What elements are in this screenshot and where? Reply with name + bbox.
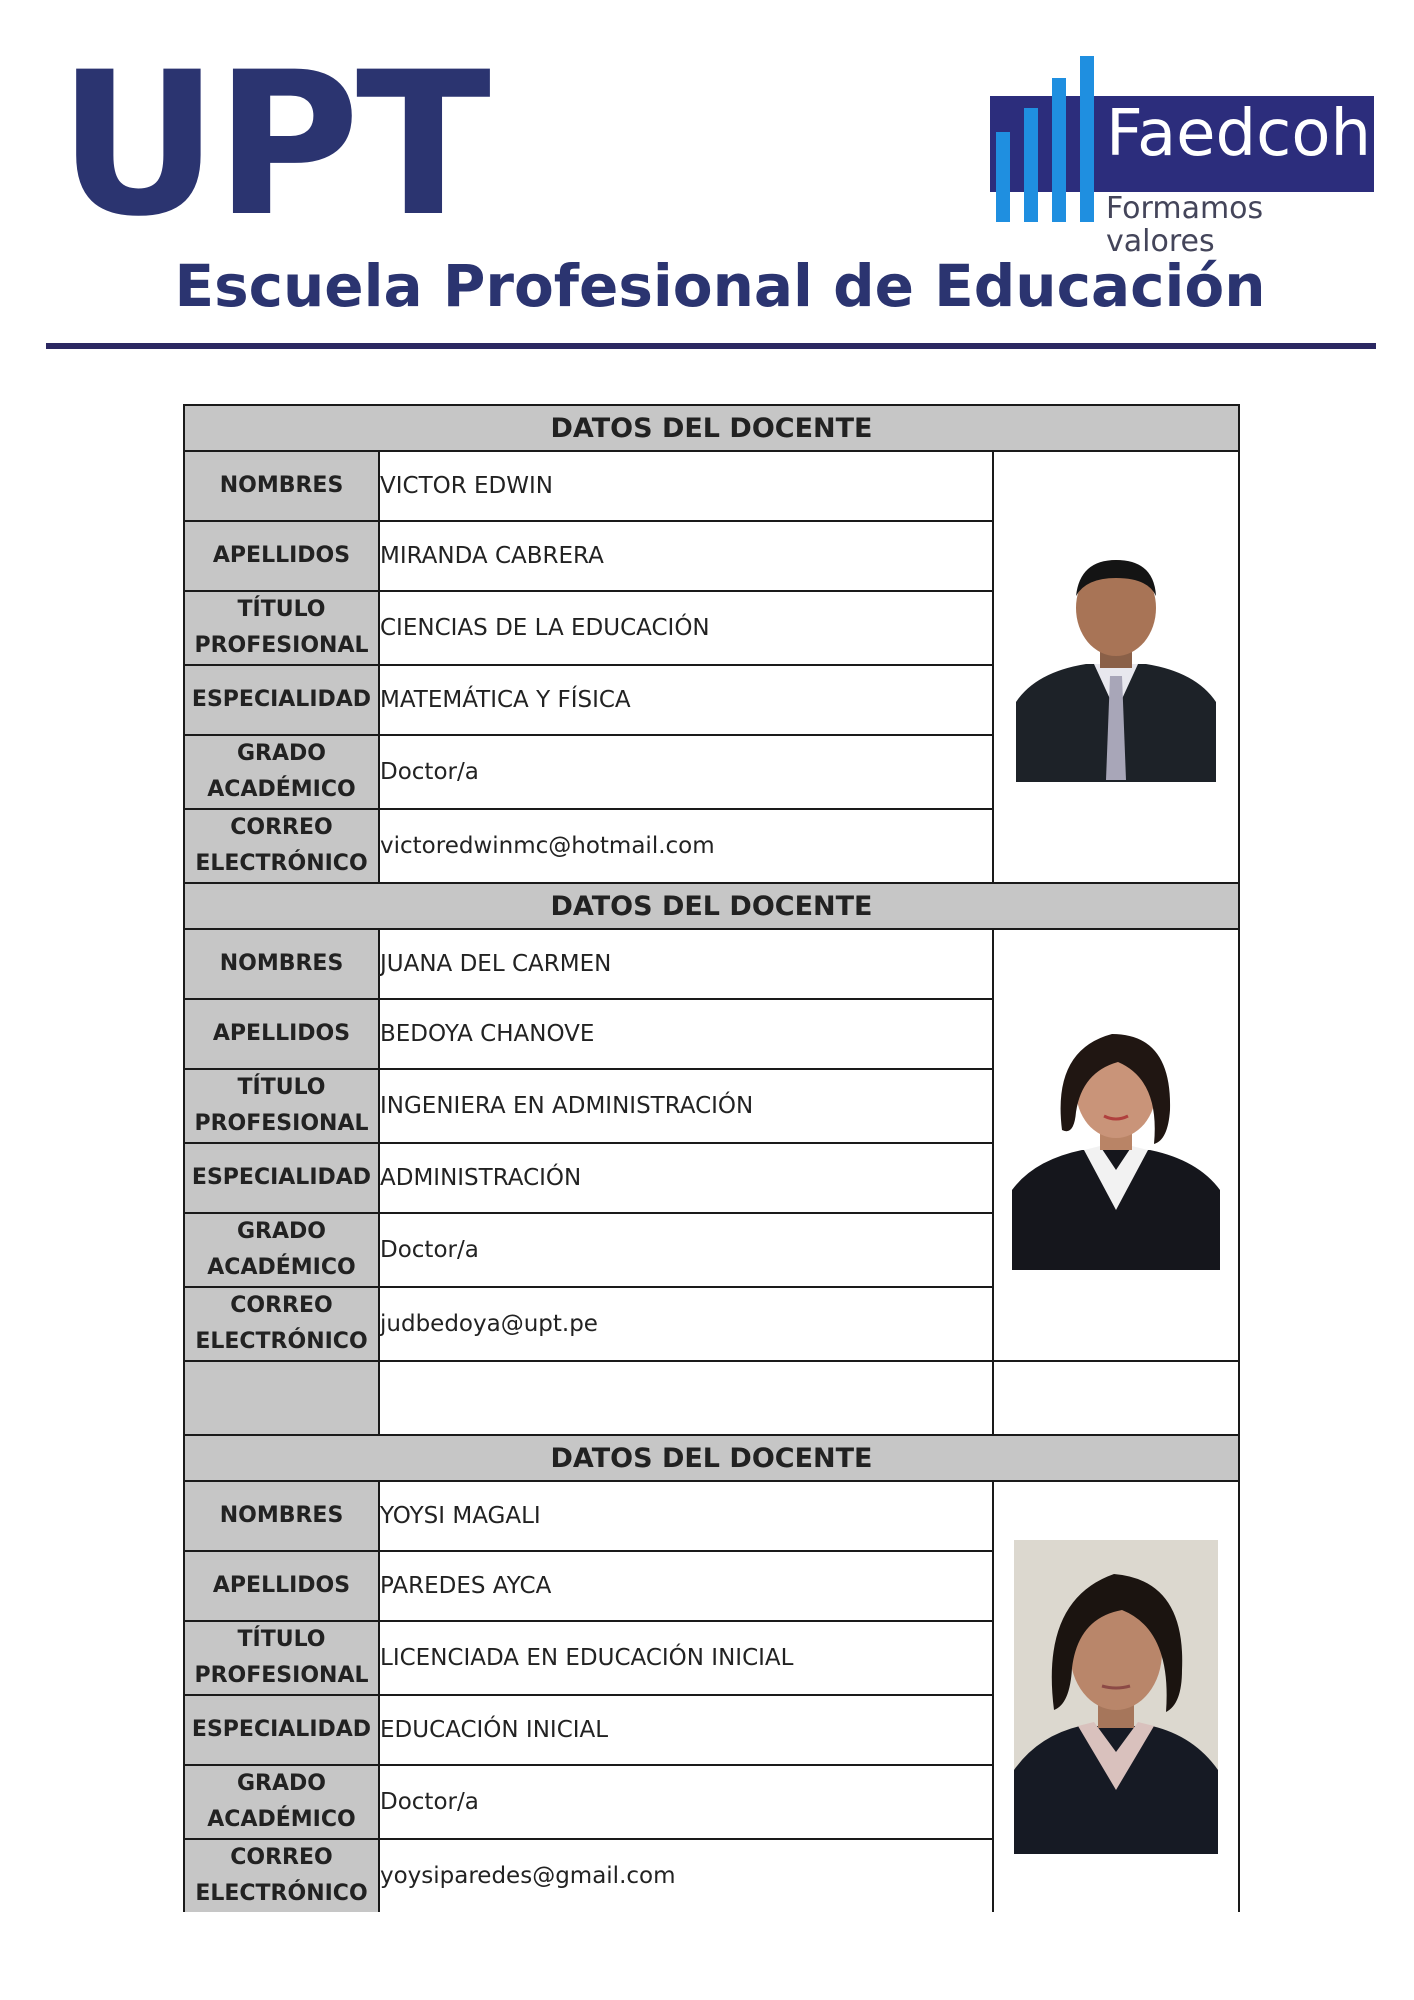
value-correo: judbedoya@upt.pe bbox=[379, 1287, 993, 1361]
label-empty bbox=[184, 1361, 379, 1435]
title-divider bbox=[46, 343, 1376, 349]
docentes-sheet bbox=[183, 404, 1240, 1912]
label-titulo: TÍTULO PROFESIONAL bbox=[184, 591, 379, 665]
value-grado: Doctor/a bbox=[379, 735, 993, 809]
label-titulo: TÍTULO PROFESIONAL bbox=[184, 1069, 379, 1143]
upt-logo: UPT bbox=[58, 29, 487, 260]
value-correo: yoysiparedes@gmail.com bbox=[379, 1839, 993, 1912]
label-especialidad: ESPECIALIDAD bbox=[184, 1695, 379, 1765]
label-apellidos: APELLIDOS bbox=[184, 521, 379, 591]
value-apellidos: PAREDES AYCA bbox=[379, 1551, 993, 1621]
section-header: DATOS DEL DOCENTE bbox=[184, 883, 1239, 929]
value-nombres: VICTOR EDWIN bbox=[379, 451, 993, 521]
faedcoh-logo bbox=[982, 52, 1380, 259]
value-grado: Doctor/a bbox=[379, 1213, 993, 1287]
label-apellidos: APELLIDOS bbox=[184, 999, 379, 1069]
section-header: DATOS DEL DOCENTE bbox=[184, 1435, 1239, 1481]
label-correo: CORREO ELECTRÓNICO bbox=[184, 1287, 379, 1361]
value-correo: victoredwinmc@hotmail.com bbox=[379, 809, 993, 883]
label-grado: GRADO ACADÉMICO bbox=[184, 1213, 379, 1287]
value-especialidad: ADMINISTRACIÓN bbox=[379, 1143, 993, 1213]
photo-cell bbox=[993, 1481, 1239, 1912]
value-titulo: LICENCIADA EN EDUCACIÓN INICIAL bbox=[379, 1621, 993, 1695]
teacher-photo-3 bbox=[1014, 1540, 1218, 1854]
value-titulo: INGENIERA EN ADMINISTRACIÓN bbox=[379, 1069, 993, 1143]
photo-cell bbox=[993, 929, 1239, 1361]
photo-cell bbox=[993, 451, 1239, 883]
teacher-photo-1 bbox=[1016, 552, 1216, 782]
label-nombres: NOMBRES bbox=[184, 451, 379, 521]
value-nombres: YOYSI MAGALI bbox=[379, 1481, 993, 1551]
label-titulo: TÍTULO PROFESIONAL bbox=[184, 1621, 379, 1695]
label-apellidos: APELLIDOS bbox=[184, 1551, 379, 1621]
label-especialidad: ESPECIALIDAD bbox=[184, 665, 379, 735]
label-especialidad: ESPECIALIDAD bbox=[184, 1143, 379, 1213]
value-apellidos: MIRANDA CABRERA bbox=[379, 521, 993, 591]
bars-chart-icon bbox=[992, 52, 1102, 222]
faedcoh-logo-name: Faedcoh bbox=[1106, 97, 1372, 171]
section-header: DATOS DEL DOCENTE bbox=[184, 405, 1239, 451]
docentes-table bbox=[183, 404, 1240, 1912]
label-correo: CORREO ELECTRÓNICO bbox=[184, 1839, 379, 1912]
page-title: Escuela Profesional de Educación bbox=[174, 252, 1266, 320]
label-correo: CORREO ELECTRÓNICO bbox=[184, 809, 379, 883]
value-titulo: CIENCIAS DE LA EDUCACIÓN bbox=[379, 591, 993, 665]
label-grado: GRADO ACADÉMICO bbox=[184, 1765, 379, 1839]
value-especialidad: EDUCACIÓN INICIAL bbox=[379, 1695, 993, 1765]
value-nombres: JUANA DEL CARMEN bbox=[379, 929, 993, 999]
value-apellidos: BEDOYA CHANOVE bbox=[379, 999, 993, 1069]
label-nombres: NOMBRES bbox=[184, 929, 379, 999]
label-nombres: NOMBRES bbox=[184, 1481, 379, 1551]
teacher-photo-2 bbox=[1012, 1020, 1220, 1270]
photo-empty bbox=[993, 1361, 1239, 1435]
value-especialidad: MATEMÁTICA Y FÍSICA bbox=[379, 665, 993, 735]
faedcoh-logo-slogan: Formamos valores bbox=[1106, 191, 1264, 259]
value-empty bbox=[379, 1361, 993, 1435]
value-grado: Doctor/a bbox=[379, 1765, 993, 1839]
label-grado: GRADO ACADÉMICO bbox=[184, 735, 379, 809]
